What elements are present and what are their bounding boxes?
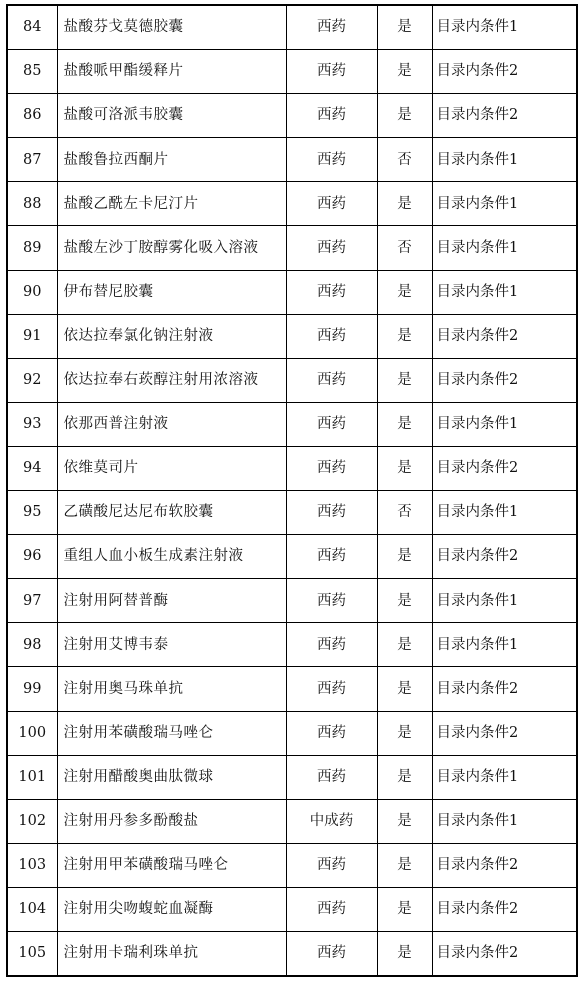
row-number: 97 <box>7 579 57 623</box>
row-number: 93 <box>7 402 57 446</box>
row-number: 85 <box>7 50 57 94</box>
drug-type: 西药 <box>286 5 377 50</box>
yes-no-flag: 是 <box>377 843 432 887</box>
drug-type: 西药 <box>286 314 377 358</box>
drug-name: 乙磺酸尼达尼布软胶囊 <box>57 491 286 535</box>
table-row <box>7 270 577 314</box>
drug-list-body <box>7 5 577 976</box>
drug-name: 盐酸鲁拉西酮片 <box>57 138 286 182</box>
drug-name: 盐酸左沙丁胺醇雾化吸入溶液 <box>57 226 286 270</box>
drug-type: 西药 <box>286 755 377 799</box>
row-number: 99 <box>7 667 57 711</box>
catalog-condition: 目录内条件1 <box>432 799 577 843</box>
drug-name: 盐酸哌甲酯缓释片 <box>57 50 286 94</box>
row-number: 102 <box>7 799 57 843</box>
drug-type: 西药 <box>286 446 377 490</box>
drug-name: 注射用苯磺酸瑞马唑仑 <box>57 711 286 755</box>
drug-type: 西药 <box>286 226 377 270</box>
drug-type: 西药 <box>286 667 377 711</box>
drug-name: 依达拉奉右莰醇注射用浓溶液 <box>57 358 286 402</box>
table-row <box>7 491 577 535</box>
yes-no-flag: 是 <box>377 755 432 799</box>
catalog-condition: 目录内条件1 <box>432 755 577 799</box>
drug-name: 重组人血小板生成素注射液 <box>57 535 286 579</box>
drug-name: 注射用甲苯磺酸瑞马唑仑 <box>57 843 286 887</box>
table-row <box>7 799 577 843</box>
catalog-condition: 目录内条件2 <box>432 931 577 976</box>
drug-type: 西药 <box>286 270 377 314</box>
drug-name: 注射用尖吻蝮蛇血凝酶 <box>57 887 286 931</box>
catalog-condition: 目录内条件1 <box>432 270 577 314</box>
table-row <box>7 446 577 490</box>
catalog-condition: 目录内条件2 <box>432 446 577 490</box>
row-number: 94 <box>7 446 57 490</box>
table-row <box>7 843 577 887</box>
drug-type: 西药 <box>286 358 377 402</box>
drug-name: 注射用卡瑞利珠单抗 <box>57 931 286 976</box>
yes-no-flag: 是 <box>377 799 432 843</box>
drug-type: 西药 <box>286 579 377 623</box>
yes-no-flag: 是 <box>377 931 432 976</box>
yes-no-flag: 是 <box>377 314 432 358</box>
yes-no-flag: 是 <box>377 402 432 446</box>
catalog-condition: 目录内条件2 <box>432 94 577 138</box>
yes-no-flag: 是 <box>377 270 432 314</box>
yes-no-flag: 是 <box>377 5 432 50</box>
yes-no-flag: 是 <box>377 711 432 755</box>
row-number: 101 <box>7 755 57 799</box>
catalog-condition: 目录内条件1 <box>432 623 577 667</box>
drug-type: 西药 <box>286 182 377 226</box>
yes-no-flag: 否 <box>377 138 432 182</box>
table-row <box>7 579 577 623</box>
table-row <box>7 314 577 358</box>
drug-name: 注射用奥马珠单抗 <box>57 667 286 711</box>
drug-type: 西药 <box>286 711 377 755</box>
table-row <box>7 402 577 446</box>
row-number: 92 <box>7 358 57 402</box>
drug-name: 注射用艾博韦泰 <box>57 623 286 667</box>
table-row <box>7 667 577 711</box>
row-number: 98 <box>7 623 57 667</box>
row-number: 105 <box>7 931 57 976</box>
drug-type: 西药 <box>286 491 377 535</box>
row-number: 86 <box>7 94 57 138</box>
row-number: 90 <box>7 270 57 314</box>
row-number: 91 <box>7 314 57 358</box>
yes-no-flag: 是 <box>377 579 432 623</box>
drug-name: 依那西普注射液 <box>57 402 286 446</box>
catalog-condition: 目录内条件2 <box>432 887 577 931</box>
row-number: 95 <box>7 491 57 535</box>
yes-no-flag: 是 <box>377 446 432 490</box>
drug-type: 西药 <box>286 402 377 446</box>
yes-no-flag: 是 <box>377 887 432 931</box>
table-row <box>7 711 577 755</box>
yes-no-flag: 是 <box>377 535 432 579</box>
table-row <box>7 755 577 799</box>
table-row <box>7 931 577 976</box>
drug-type: 西药 <box>286 138 377 182</box>
catalog-condition: 目录内条件2 <box>432 314 577 358</box>
table-row <box>7 887 577 931</box>
row-number: 87 <box>7 138 57 182</box>
yes-no-flag: 是 <box>377 94 432 138</box>
row-number: 100 <box>7 711 57 755</box>
yes-no-flag: 否 <box>377 491 432 535</box>
catalog-condition: 目录内条件2 <box>432 358 577 402</box>
catalog-condition: 目录内条件2 <box>432 667 577 711</box>
yes-no-flag: 否 <box>377 226 432 270</box>
catalog-condition: 目录内条件2 <box>432 50 577 94</box>
drug-list-table <box>6 4 578 977</box>
yes-no-flag: 是 <box>377 623 432 667</box>
drug-type: 中成药 <box>286 799 377 843</box>
drug-type: 西药 <box>286 535 377 579</box>
table-row <box>7 94 577 138</box>
drug-type: 西药 <box>286 931 377 976</box>
row-number: 84 <box>7 5 57 50</box>
catalog-condition: 目录内条件1 <box>432 579 577 623</box>
drug-type: 西药 <box>286 887 377 931</box>
drug-name: 伊布替尼胶囊 <box>57 270 286 314</box>
drug-name: 盐酸芬戈莫德胶囊 <box>57 5 286 50</box>
row-number: 88 <box>7 182 57 226</box>
table-row <box>7 535 577 579</box>
drug-name: 盐酸乙酰左卡尼汀片 <box>57 182 286 226</box>
table-row <box>7 50 577 94</box>
catalog-condition: 目录内条件1 <box>432 491 577 535</box>
drug-name: 注射用丹参多酚酸盐 <box>57 799 286 843</box>
table-row <box>7 358 577 402</box>
catalog-condition: 目录内条件2 <box>432 843 577 887</box>
yes-no-flag: 是 <box>377 358 432 402</box>
drug-type: 西药 <box>286 623 377 667</box>
drug-type: 西药 <box>286 50 377 94</box>
drug-type: 西药 <box>286 843 377 887</box>
table-row <box>7 182 577 226</box>
catalog-condition: 目录内条件2 <box>432 535 577 579</box>
table-row <box>7 226 577 270</box>
catalog-condition: 目录内条件1 <box>432 402 577 446</box>
drug-name: 依达拉奉氯化钠注射液 <box>57 314 286 358</box>
drug-name: 注射用阿替普酶 <box>57 579 286 623</box>
row-number: 104 <box>7 887 57 931</box>
table-row <box>7 5 577 50</box>
catalog-condition: 目录内条件1 <box>432 226 577 270</box>
drug-name: 盐酸可洛派韦胶囊 <box>57 94 286 138</box>
drug-name: 注射用醋酸奥曲肽微球 <box>57 755 286 799</box>
table-row <box>7 623 577 667</box>
row-number: 103 <box>7 843 57 887</box>
catalog-condition: 目录内条件1 <box>432 138 577 182</box>
row-number: 89 <box>7 226 57 270</box>
yes-no-flag: 是 <box>377 50 432 94</box>
catalog-condition: 目录内条件1 <box>432 5 577 50</box>
yes-no-flag: 是 <box>377 667 432 711</box>
catalog-condition: 目录内条件1 <box>432 182 577 226</box>
table-row <box>7 138 577 182</box>
yes-no-flag: 是 <box>377 182 432 226</box>
drug-name: 依维莫司片 <box>57 446 286 490</box>
drug-type: 西药 <box>286 94 377 138</box>
catalog-condition: 目录内条件2 <box>432 711 577 755</box>
row-number: 96 <box>7 535 57 579</box>
